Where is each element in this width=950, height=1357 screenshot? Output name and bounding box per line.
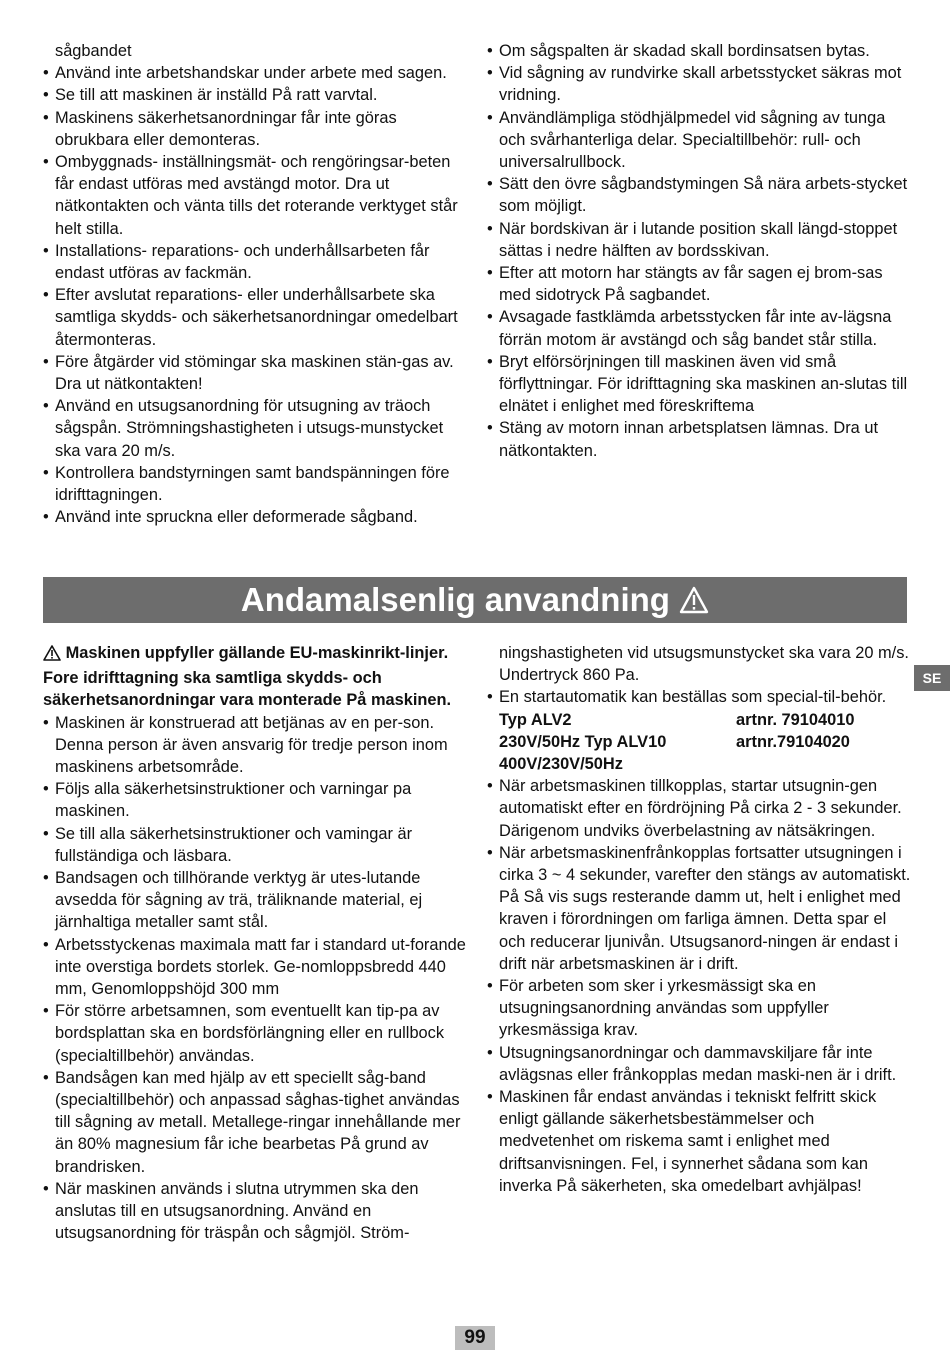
list-item: • För arbeten som sker i yrkesmässigt ska en utsugningsanordning användas som uppfyller yrkesmässiga krav. [487, 977, 829, 1040]
list-item: • Stäng av motorn innan arbetsplatsen lämnas. Dra ut nätkontakten. [487, 419, 879, 460]
list-item: • Använd en utsugsanordning för utsugning av träoch sågspån. Strömningshastigheten i utsugs-munstycket ska vara 20 m/s. [43, 397, 444, 460]
warning-icon [679, 580, 709, 626]
list-item: • Sätt den övre sågbandstymingen Så nära arbets-stycket som möjligt. [487, 175, 908, 216]
list-item: • Följs alla säkerhetsinstruktioner och varningar pa maskinen. [43, 780, 412, 821]
intro-paragraph: Maskinen uppfyller gällande EU-maskinrikt-linjer. Fore idrifttagning ska samtliga skydds- och säkerhetsanordningar vara monterade På maskinen. [43, 644, 452, 710]
list-item: • Avsagade fastklämda arbetsstycken får inte av-lägsna förrän motom är avstängd och såg bandet står stilla. [487, 308, 892, 349]
list-item: • När arbetsmaskinenfrånkopplas fortsatter utsugningen i cirka 3 ~ 4 sekunder, varefter den stängs av automatiskt. På Så vis sugs resterande damm ut, helt i enlighet med kraven i förordningen om farliga ämnen. Detta spar el och reducerar ljunivån. Utsugsanord-ningen är endast i drift när arbetsmaskinen är i drift. [487, 843, 911, 973]
list-item: • Användlämpliga stödhjälpmedel vid sågning av tunga och svårhanterliga delar. Specialtillbehör: rull- och universalrullbock. [487, 108, 886, 172]
language-tab: SE [914, 665, 950, 691]
list-item: • Ombyggnads- inställningsmät- och rengöringsar-beten får endast utföras med avstängd motor. Dra ut nätkontakten och vänta tills det roterande verktyget står helt stilla. [43, 153, 458, 238]
bottom-left-column [43, 642, 473, 1244]
list-item: • När bordskivan är i lutande position skall längd-stoppet sättas i nedre hälften av bordsskivan. [487, 219, 898, 260]
continuation-text: sågbandet [55, 42, 132, 60]
list-item: • När arbetsmaskinen tillkopplas, startar utsugnin-gen automatiskt efter en fördröjning På cirka 2 - 3 sekunder. Därigenom undviks överbelastning av nätsäkringen. [487, 777, 902, 840]
list-item: • För större arbetsamnen, som eventuellt kan tip-pa av bordsplattan ska en bordsförlängning eller en rullbock (specialtillbehör) användas. [43, 1002, 445, 1065]
list-item: • Vid sågning av rundvirke skall arbetsstycket säkras mot vridning. [487, 64, 902, 105]
list-item: • Arbetsstyckenas maximala matt far i standard ut-forande inte overstiga bordets storlek. Ge-nomloppsbredd 440 mm, Genomloppshöjd 300 mm [43, 935, 466, 999]
list-item: • Före åtgärder vid stömingar ska maskinen stän-gas av. Dra ut nätkontakten! [43, 352, 454, 394]
section-banner [43, 577, 907, 623]
list-item: • Bandsågen kan med hjälp av ett speciellt såg-band (specialtillbehör) och anpassad såghas-tighet användas till sågning av metall. Metallege-ringar innehållande mer än 80% magnesium får iche bearbetas På grund av brandrisken. [43, 1068, 461, 1176]
list-item: • Se till att maskinen är inställd På ratt varvtal. [43, 86, 378, 105]
list-item: • Maskinen är konstruerad att betjänas av en per-son. Denna person är även ansvarig för tredje person inom maskinens arbetsområde. [43, 713, 448, 777]
warning-icon [43, 645, 61, 667]
list-item: • Använd inte spruckna eller deformerade sågband. [43, 508, 418, 527]
list-item: • Bryt elförsörjningen till maskinen även vid små förflyttningar. För idrifttagning ska maskinen an-slutas till elnätet i enlighet med föreskriftema [487, 352, 908, 416]
spec-row: 400V/230V/50Hz [499, 755, 623, 774]
list-item: • Efter att motorn har stängts av får sagen ej brom-sas med sidotryck På sagbandet. [487, 264, 883, 305]
list-item: • När maskinen används i slutna utrymmen ska den anslutas till en utsugsanordning. Använd en utsugsanordning för träspån och sågmjöl. Ström- [43, 1179, 419, 1243]
top-right-column [487, 40, 912, 462]
list-item: • Använd inte arbetshandskar under arbete med sagen. [43, 64, 447, 83]
bottom-right-column [487, 642, 912, 1197]
list-item-startautomatik: • En startautomatik kan beställas som special-til-behör. Typ ALV2 artnr. 79104010 230V/50Hz Typ ALV10 artnr.79104020 400V/230V/50Hz [487, 686, 912, 775]
spec-row: 230V/50Hz Typ ALV10 artnr.79104020 [499, 732, 850, 751]
list-item: • Efter avslutat reparations- eller underhållsarbete ska samtliga skydds- och säkerhetsanordningar omedelbart återmonteras. [43, 286, 458, 349]
list-item: • Se till alla säkerhetsinstruktioner och vamingar är fullständiga och läsbara. [43, 824, 413, 865]
list-item: • Bandsagen och tillhörande verktyg är utes-lutande avsedda för sågning av trä, träliknande material, ej järnhaltiga metaller samt stål. [43, 869, 423, 932]
list-item: • Utsugningsanordningar och dammavskiljare får inte avlägsnas eller frånkopplas medan maski-nen är i drift. [487, 1043, 897, 1084]
spec-row: Typ ALV2 artnr. 79104010 [499, 710, 855, 729]
continuation-text: ningshastigheten vid utsugsmunstycket ska vara 20 m/s. Undertryck 860 Pa. [499, 644, 909, 685]
list-item: • Maskinens säkerhetsanordningar får inte göras obrukbara eller demonteras. [43, 108, 397, 149]
list-item: • Installations- reparations- och underhållsarbeten får endast utföras av fackmän. [43, 241, 430, 283]
section-title: Andamalsenlig anvandning [240, 581, 670, 618]
list-item: • Kontrollera bandstyrningen samt bandspänningen före idrifttagningen. [43, 463, 450, 505]
list-item: • Om sågspalten är skadad skall bordinsatsen bytas. [487, 42, 870, 60]
top-left-column [43, 40, 473, 528]
list-item: • Maskinen får endast användas i tekniskt felfritt skick enligt gällande säkerhetsbestämmelser och medvetenhet om riskema samt i enlighet med driftsanvisningen. Fel, i synnerhet sådana som kan inverka På säkerheten, ska omedelbart avhjälpas! [487, 1088, 877, 1195]
page-number: 99 [455, 1326, 495, 1350]
